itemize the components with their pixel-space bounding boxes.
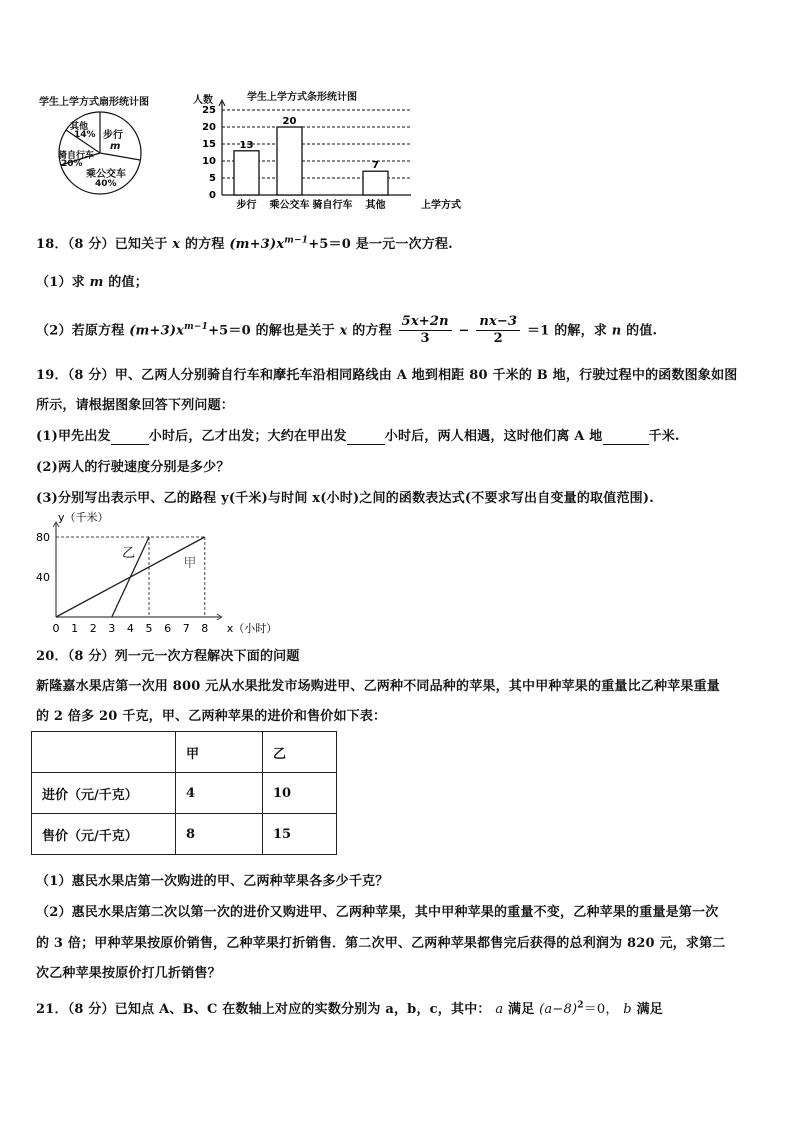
bar-y-tick-label: 0 — [209, 190, 216, 201]
table-header-jia: 甲 — [176, 732, 263, 773]
q18-p2-exponent: m−1 — [184, 322, 209, 332]
bar-y-tick-label: 10 — [202, 156, 216, 167]
bar-3 — [363, 171, 388, 195]
q18-var-x: x — [172, 237, 181, 252]
pie-chart-title: 学生上学方式扇形统计图 — [39, 97, 149, 108]
bar-category-label: 其他 — [365, 200, 386, 211]
q20-part2-line2: 的 3 倍；甲种苹果按原价销售，乙种苹果打折销售．第二次甲、乙两种苹果都售完后获得的总利润为 820 元，求第二 — [36, 936, 726, 951]
bar-value-label: 13 — [239, 139, 254, 151]
q18-equation-tail: +5＝0 — [308, 237, 352, 252]
q19-blank-3[interactable] — [603, 429, 649, 445]
q19-p1c: 小时后，两人相遇，这时他们离 A 地 — [384, 429, 603, 444]
q18-p2-eq: ＝1 — [527, 323, 550, 339]
line-series-label-jia: 甲 — [183, 556, 197, 571]
q18-p2-mid2: 的方程 — [352, 323, 392, 339]
q21-cond2: 满足 — [636, 1002, 663, 1017]
bar-chart-ylabel: 人数 — [193, 95, 213, 106]
q18-p1-pre: （1）求 — [36, 275, 85, 290]
q20-part1: （1）惠民水果店第一次购进的甲、乙两种苹果各多少千克？ — [36, 874, 389, 889]
line-x-tick-label: 3 — [108, 622, 116, 635]
q18-fraction-1-den: 3 — [420, 331, 430, 347]
pie-label-bike: 骑自行车 — [58, 151, 95, 161]
q19-blank-2[interactable] — [347, 429, 385, 445]
q18-p1-m: m — [89, 275, 104, 290]
q18-fraction-2-num: nx−3 — [476, 314, 520, 331]
bar-value-label: 20 — [282, 116, 297, 127]
q18-fraction-1-num: 5x+2n — [399, 314, 452, 331]
line-x-tick-label: 0 — [52, 622, 60, 635]
line-y-tick-label: 80 — [36, 531, 50, 544]
q18-head: 18．（8 分）已知关于 — [36, 237, 168, 252]
pie-label-bus-pct: 40% — [95, 179, 117, 189]
table-cell: 进价（元/千克） — [32, 773, 176, 814]
line-series-label-yi: 乙 — [122, 546, 136, 561]
q18-tail: 是一元一次方程. — [355, 237, 453, 252]
q18-part1 — [36, 271, 148, 290]
pie-label-walk-m: m — [110, 141, 121, 152]
q20-part2-line3: 次乙种苹果按原价打几折销售？ — [36, 966, 221, 981]
q18-p2-end: 的值. — [626, 323, 658, 339]
q19-p1b: 小时后，乙才出发；大约在甲出发 — [148, 429, 347, 444]
q21-equation-tail: ＝0， — [583, 1002, 619, 1017]
line-x-tick-label: 2 — [89, 622, 97, 635]
q21-cond1: 满足 — [508, 1002, 535, 1017]
q18-equation: (m+3)x — [229, 237, 285, 252]
q18-stem — [36, 233, 453, 252]
q19-p1d: 千米. — [648, 429, 680, 444]
q19-line1: 19．（8 分）甲、乙两人分别骑自行车和摩托车沿相同路线由 A 地到相距 80 千米的 B 地，行驶过程中的函数图象如图 — [36, 368, 738, 383]
q20-part2-line1: （2）惠民水果店第二次以第一次的进价又购进甲、乙两种苹果，其中甲种苹果的重量不变，乙种苹果的重量是第一次 — [36, 905, 719, 920]
line-x-tick-label: 6 — [164, 622, 172, 635]
line-y-axis-label: y（千米） — [58, 511, 109, 524]
line-x-tick-label: 1 — [71, 622, 79, 635]
bar-y-tick-label: 25 — [202, 105, 216, 116]
q21-equation: (a−8) — [539, 1002, 578, 1017]
bar-y-tick-label: 5 — [209, 173, 216, 184]
table-row — [32, 773, 337, 814]
line-y-tick-label: 40 — [36, 571, 50, 584]
table-cell: 售价（元/千克） — [32, 814, 176, 855]
q18-fraction-1 — [399, 314, 452, 347]
q18-minus: − — [458, 323, 470, 339]
table-cell: 8 — [176, 814, 263, 855]
q18-fraction-2 — [476, 314, 520, 347]
q21-stem — [36, 998, 663, 1017]
table-cell: 10 — [263, 773, 337, 814]
line-x-tick-label: 4 — [126, 622, 134, 635]
q20-line2: 新隆嘉水果店第一次用 800 元从水果批发市场购进甲、乙两种不同品种的苹果，其中甲种苹果的重量比乙种苹果重量 — [36, 679, 720, 694]
table-header-yi: 乙 — [263, 732, 337, 773]
pie-label-walk: 步行 — [103, 130, 123, 141]
q19-part3: (3)分别写出表示甲、乙的路程 y(千米)与时间 x(小时)之间的函数表达式(不要求写出自变量的取值范围). — [36, 491, 654, 506]
pie-label-other-pct: 14% — [74, 130, 96, 140]
q21-exponent: 2 — [577, 1000, 584, 1011]
price-table — [31, 731, 337, 855]
pie-label-bike-pct: 20% — [61, 159, 83, 169]
pie-label-other: 其他 — [70, 122, 89, 132]
bar-x-axis-label: 上学方式 — [421, 200, 461, 211]
q20-line1: 20．（8 分）列一元一次方程解决下面的问题 — [36, 649, 300, 664]
q19-part2: (2)两人的行驶速度分别是多少？ — [36, 460, 230, 475]
line-x-tick-label: 7 — [182, 622, 190, 635]
q18-p1-post: 的值； — [108, 275, 148, 290]
line-graph — [30, 510, 280, 640]
q18-p2-mid: 的解也是关于 — [255, 323, 335, 339]
bar-0 — [234, 151, 259, 195]
bar-chart-title: 学生上学方式条形统计图 — [247, 92, 357, 103]
q18-exponent: m−1 — [284, 235, 309, 246]
q18-p2-var-x: x — [339, 323, 348, 339]
line-x-tick-label: 5 — [145, 622, 153, 635]
q20-line3: 的 2 倍多 20 千克，甲、乙两种苹果的进价和售价如下表： — [36, 709, 387, 724]
q21-a: a — [495, 1002, 504, 1017]
bar-1 — [277, 127, 302, 195]
q18-p2-n: n — [611, 323, 622, 339]
q19-line2: 所示，请根据图象回答下列问题： — [36, 398, 235, 413]
table-row — [32, 732, 337, 773]
q21-b: b — [623, 1002, 632, 1017]
q19-blank-1[interactable] — [111, 429, 149, 445]
line-x-tick-label: 8 — [201, 622, 209, 635]
bar-y-tick-label: 20 — [202, 122, 216, 133]
bar-category-label: 乘公交车 — [269, 200, 310, 211]
pie-label-bus: 乘公交车 — [86, 169, 126, 180]
q18-p2-equation: (m+3)x — [129, 323, 185, 339]
q18-p2-equation-tail: +5＝0 — [208, 323, 251, 339]
q21-pre: 21．（8 分）已知点 A、B、C 在数轴上对应的实数分别为 a，b，c，其中： — [36, 1002, 491, 1017]
table-cell — [32, 732, 176, 773]
bar-category-label: 骑自行车 — [312, 200, 353, 211]
bar-category-label: 步行 — [236, 200, 257, 211]
bar-y-tick-label: 15 — [202, 139, 216, 150]
line-x-axis-label: x（小时） — [226, 622, 278, 635]
q18-p2-post: 的解，求 — [554, 323, 608, 339]
q19-part1 — [36, 425, 680, 445]
bar-value-label: 7 — [372, 160, 379, 172]
bar-chart — [196, 100, 461, 215]
table-cell: 15 — [263, 814, 337, 855]
table-row — [32, 814, 337, 855]
table-cell: 4 — [176, 773, 263, 814]
q18-fraction-2-den: 2 — [493, 331, 503, 347]
q18-mid: 的方程 — [184, 237, 225, 252]
q18-part2 — [36, 310, 657, 348]
q19-p1a: (1)甲先出发 — [36, 429, 111, 444]
q18-p2-pre: （2）若原方程 — [36, 323, 125, 339]
